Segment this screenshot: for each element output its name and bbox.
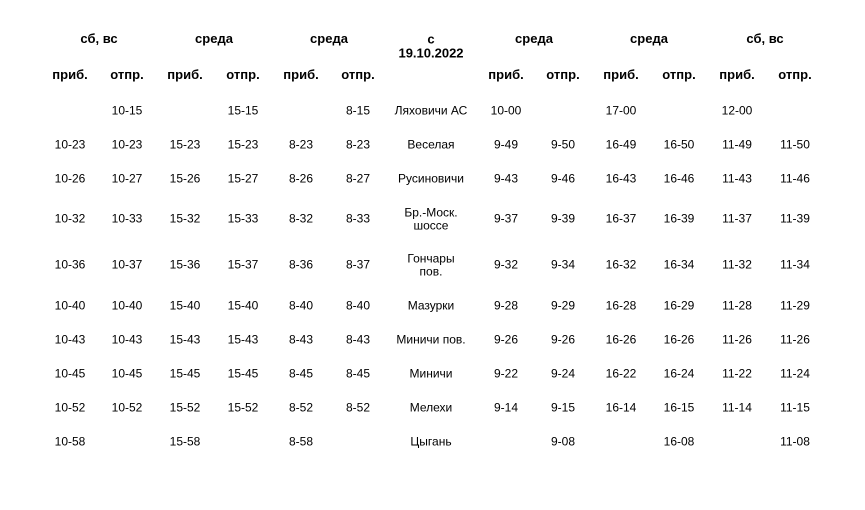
- time-cell: 16-15: [663, 400, 695, 415]
- time-cell: 10-32: [54, 211, 86, 226]
- column-subheader: отпр.: [110, 67, 144, 83]
- stop-name: Мазурки: [407, 298, 455, 313]
- column-subheader: отпр.: [226, 67, 260, 83]
- time-cell: 11-43: [722, 171, 752, 186]
- time-cell: 9-34: [550, 257, 576, 272]
- time-cell: 9-43: [493, 171, 519, 186]
- time-cell: 8-37: [345, 257, 371, 272]
- time-cell: 8-15: [345, 103, 371, 118]
- time-cell: 15-43: [169, 332, 201, 347]
- column-subheader: отпр.: [341, 67, 375, 83]
- time-cell: 10-52: [111, 400, 143, 415]
- stop-name: Веселая: [407, 137, 455, 152]
- column-header: с 19.10.2022: [398, 31, 464, 60]
- time-cell: 11-15: [780, 400, 810, 415]
- time-cell: 16-08: [663, 434, 695, 449]
- time-cell: 15-45: [227, 366, 259, 381]
- time-cell: 16-39: [663, 211, 695, 226]
- time-cell: 9-14: [493, 400, 519, 415]
- time-cell: 15-52: [169, 400, 201, 415]
- time-cell: 8-23: [288, 137, 314, 152]
- time-cell: 11-32: [722, 257, 752, 272]
- time-cell: 10-26: [54, 171, 86, 186]
- time-cell: 15-26: [169, 171, 201, 186]
- time-cell: 10-45: [111, 366, 143, 381]
- time-cell: 10-45: [54, 366, 86, 381]
- column-subheader: приб.: [52, 67, 88, 83]
- time-cell: 15-45: [169, 366, 201, 381]
- time-cell: 8-36: [288, 257, 314, 272]
- column-subheader: приб.: [167, 67, 203, 83]
- time-cell: 11-34: [780, 257, 810, 272]
- time-cell: 11-46: [780, 171, 810, 186]
- time-cell: 8-32: [288, 211, 314, 226]
- time-cell: 11-29: [780, 298, 810, 313]
- column-header: среда: [630, 31, 668, 47]
- stop-name: Бр.-Моск. шоссе: [404, 205, 458, 232]
- time-cell: 10-43: [111, 332, 143, 347]
- time-cell: 11-08: [780, 434, 810, 449]
- time-cell: 9-08: [550, 434, 576, 449]
- stop-name: Ляховичи АС: [394, 103, 468, 118]
- column-header: среда: [195, 31, 233, 47]
- time-cell: 16-28: [605, 298, 637, 313]
- time-cell: 16-43: [605, 171, 637, 186]
- time-cell: 15-27: [227, 171, 259, 186]
- time-cell: 11-26: [780, 332, 810, 347]
- stop-name: Миничи пов.: [396, 332, 466, 347]
- column-header: сб, вс: [80, 31, 118, 47]
- time-cell: 11-49: [722, 137, 752, 152]
- time-cell: 8-33: [345, 211, 371, 226]
- time-cell: 15-40: [169, 298, 201, 313]
- time-cell: 8-45: [288, 366, 314, 381]
- time-cell: 9-28: [493, 298, 519, 313]
- time-cell: 16-49: [605, 137, 637, 152]
- time-cell: 9-49: [493, 137, 519, 152]
- column-header: сб, вс: [746, 31, 784, 47]
- time-cell: 8-26: [288, 171, 314, 186]
- time-cell: 9-26: [550, 332, 576, 347]
- time-cell: 10-23: [111, 137, 143, 152]
- time-cell: 11-28: [722, 298, 752, 313]
- column-header: среда: [515, 31, 553, 47]
- time-cell: 15-32: [169, 211, 201, 226]
- time-cell: 15-23: [169, 137, 201, 152]
- time-cell: 10-33: [111, 211, 143, 226]
- time-cell: 9-24: [550, 366, 576, 381]
- time-cell: 10-43: [54, 332, 86, 347]
- time-cell: 9-26: [493, 332, 519, 347]
- time-cell: 10-40: [111, 298, 143, 313]
- time-cell: 15-40: [227, 298, 259, 313]
- stop-name: Мелехи: [409, 400, 453, 415]
- time-cell: 15-43: [227, 332, 259, 347]
- column-subheader: отпр.: [662, 67, 696, 83]
- time-cell: 10-40: [54, 298, 86, 313]
- time-cell: 11-37: [722, 211, 752, 226]
- time-cell: 16-14: [605, 400, 637, 415]
- time-cell: 8-58: [288, 434, 314, 449]
- time-cell: 11-26: [722, 332, 752, 347]
- stop-name: Миничи: [409, 366, 453, 381]
- stop-name: Русиновичи: [398, 171, 464, 186]
- time-cell: 8-40: [288, 298, 314, 313]
- time-cell: 8-40: [345, 298, 371, 313]
- column-header: среда: [310, 31, 348, 47]
- time-cell: 16-37: [605, 211, 637, 226]
- time-cell: 16-26: [605, 332, 637, 347]
- time-cell: 9-22: [493, 366, 519, 381]
- time-cell: 9-39: [550, 211, 576, 226]
- time-cell: 10-27: [111, 171, 143, 186]
- time-cell: 16-46: [663, 171, 695, 186]
- time-cell: 9-15: [550, 400, 576, 415]
- time-cell: 17-00: [605, 103, 637, 118]
- time-cell: 16-26: [663, 332, 695, 347]
- column-subheader: приб.: [603, 67, 639, 83]
- time-cell: 16-24: [663, 366, 695, 381]
- time-cell: 11-39: [780, 211, 810, 226]
- time-cell: 10-00: [490, 103, 522, 118]
- stop-name: Гончары пов.: [407, 251, 455, 278]
- stop-name: Цыгань: [410, 434, 452, 449]
- time-cell: 9-29: [550, 298, 576, 313]
- time-cell: 15-33: [227, 211, 259, 226]
- time-cell: 16-29: [663, 298, 695, 313]
- time-cell: 15-58: [169, 434, 201, 449]
- time-cell: 10-15: [111, 103, 143, 118]
- column-subheader: приб.: [488, 67, 524, 83]
- column-subheader: приб.: [719, 67, 755, 83]
- time-cell: 15-23: [227, 137, 259, 152]
- time-cell: 10-36: [54, 257, 86, 272]
- time-cell: 10-37: [111, 257, 143, 272]
- time-cell: 9-46: [550, 171, 576, 186]
- column-subheader: отпр.: [546, 67, 580, 83]
- time-cell: 16-50: [663, 137, 695, 152]
- time-cell: 8-43: [288, 332, 314, 347]
- column-subheader: отпр.: [778, 67, 812, 83]
- time-cell: 8-27: [345, 171, 371, 186]
- time-cell: 11-14: [722, 400, 752, 415]
- time-cell: 16-32: [605, 257, 637, 272]
- time-cell: 9-32: [493, 257, 519, 272]
- time-cell: 8-23: [345, 137, 371, 152]
- time-cell: 10-52: [54, 400, 86, 415]
- time-cell: 15-15: [227, 103, 259, 118]
- time-cell: 15-36: [169, 257, 201, 272]
- time-cell: 8-45: [345, 366, 371, 381]
- time-cell: 16-34: [663, 257, 695, 272]
- time-cell: 12-00: [721, 103, 753, 118]
- time-cell: 11-24: [780, 366, 810, 381]
- time-cell: 11-50: [780, 137, 810, 152]
- time-cell: 10-58: [54, 434, 86, 449]
- time-cell: 11-22: [722, 366, 752, 381]
- time-cell: 10-23: [54, 137, 86, 152]
- time-cell: 8-43: [345, 332, 371, 347]
- time-cell: 16-22: [605, 366, 637, 381]
- time-cell: 15-52: [227, 400, 259, 415]
- time-cell: 15-37: [227, 257, 259, 272]
- time-cell: 9-50: [550, 137, 576, 152]
- column-subheader: приб.: [283, 67, 319, 83]
- time-cell: 8-52: [345, 400, 371, 415]
- time-cell: 9-37: [493, 211, 519, 226]
- time-cell: 8-52: [288, 400, 314, 415]
